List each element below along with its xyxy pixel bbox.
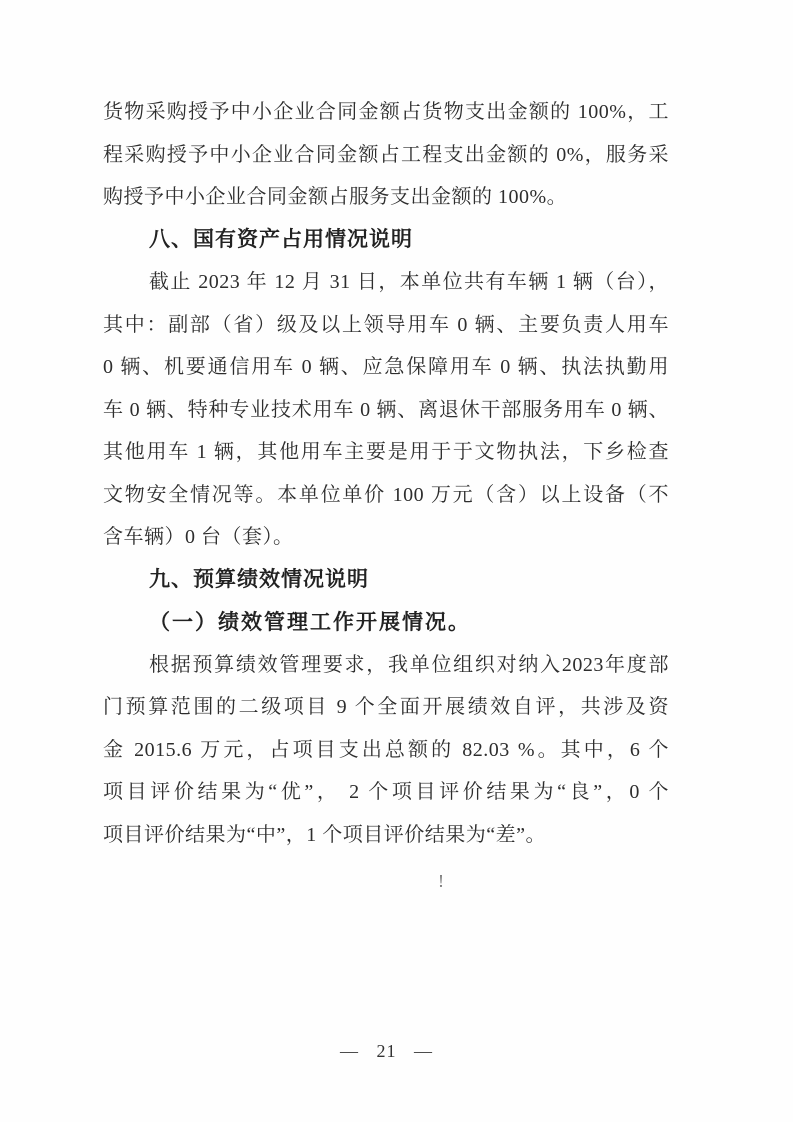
paragraph-line: 文物安全情况等。本单位单价 100 万元（含）以上设备（不 [103, 483, 669, 506]
paragraph-line: 货物采购授予中小企业合同金额占货物支出金额的 100%，工 [103, 101, 669, 123]
paragraph-line: 其中：副部（省）级及以上领导用车 0 辆、主要负责人用车 [103, 313, 669, 336]
paragraph-line: 其他用车 1 辆，其他用车主要是用于于文物执法，下乡检查 [103, 441, 669, 463]
paragraph-line: 金 2015.6 万元，占项目支出总额的 82.03 %。其中，6 个 [103, 738, 669, 761]
paragraph-line: 根据预算绩效管理要求，我单位组织对纳入2023年度部 [149, 653, 669, 676]
subsection-heading-1: （一）绩效管理工作开展情况。 [149, 610, 471, 634]
paragraph-line: 含车辆）0 台（套）。 [103, 526, 294, 548]
paragraph-line: 项目评价结果为“优”， 2 个项目评价结果为“良”，0 个 [103, 781, 669, 803]
paragraph-line: 购授予中小企业合同金额占服务支出金额的 100%。 [103, 186, 568, 208]
paragraph-line: 门预算范围的二级项目 9 个全面开展绩效自评，共涉及资 [103, 696, 669, 718]
paragraph-line: 0 辆、机要通信用车 0 辆、应急保障用车 0 辆、执法执勤用 [103, 356, 669, 378]
page-number: — 21 — [340, 1041, 433, 1061]
section-heading-8: 八、国有资产占用情况说明 [149, 227, 413, 251]
document-body [103, 91, 669, 856]
paragraph-line: 程采购授予中小企业合同金额占工程支出金额的 0%，服务采 [103, 143, 669, 166]
section-heading-9: 九、预算绩效情况说明 [149, 567, 369, 591]
scan-artifact-mark: ! [438, 871, 444, 891]
paragraph-line: 项目评价结果为“中”，1 个项目评价结果为“差”。 [103, 823, 547, 846]
paragraph-line: 车 0 辆、特种专业技术用车 0 辆、离退休干部服务用车 0 辆、 [103, 398, 669, 421]
paragraph-line: 截止 2023 年 12 月 31 日，本单位共有车辆 1 辆（台）， [149, 271, 669, 293]
